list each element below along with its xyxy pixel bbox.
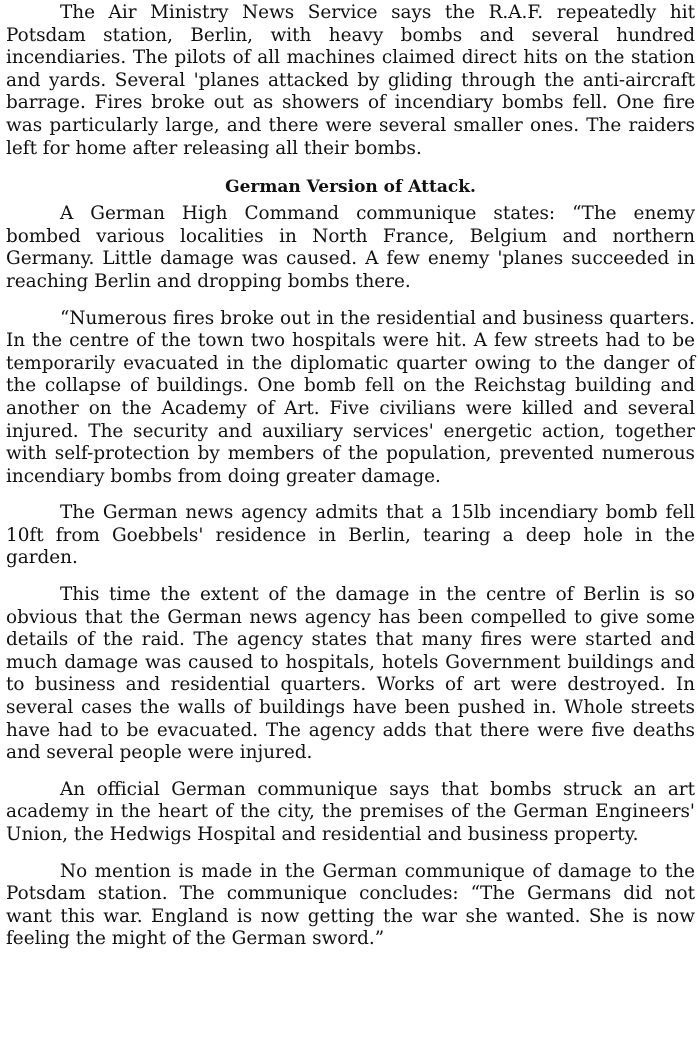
paragraph-news-agency: The German news agency admits that a 15lb incendiary bomb fell 10ft from Goebbels' residence in Berlin, tearing a deep hole in the garden. (6, 502, 695, 569)
section-heading: German Version of Attack. (225, 177, 476, 198)
paragraph-official-communique: An official German communique says that bombs struck an art academy in the heart of the city, the premises of the German Engineers' Union, the Hedwigs Hospital and residential and business property. (6, 778, 695, 845)
paragraph-damage-extent: This time the extent of the damage in the centre of Berlin is so obvious that the German news agency has been compelled to give some details of the raid. The agency states that many fires were started and much damage was caused to hospitals, hotels Government buildings and to business and residential quarters. Works of art were destroyed. In several cases the walls of buildings have been pushed in. Whole streets have had to be evacuated. The agency adds that there were five deaths and several people were injured. (6, 584, 695, 764)
paragraph-numerous-fires: “Numerous fires broke out in the residential and business quarters. In the centre of the town two hospitals were hit. A few streets had to be temporarily evacuated in the diplomatic quarter owing to the danger of the collapse of buildings. One bomb fell on the Reichstag building and another on the Academy of Art. Five civilians were killed and several injured. The security and auxiliary services' energetic action, together with self-protection by members of the population, prevented numerous incendiary bombs from doing greater damage. (6, 307, 695, 487)
paragraph-conclusion: No mention is made in the German communique of damage to the Potsdam station. The communique concludes: “The Germans did not want this war. England is now getting the war she wanted. She is now feeling the might of the German sword.” (6, 860, 695, 950)
article-page (6, 2, 695, 951)
paragraph-high-command: A German High Command communique states: “The enemy bombed various localities in North France, Belgium and northern Germany. Little damage was caused. A few enemy 'planes succeeded in reaching Berlin and dropping bombs there. (6, 203, 695, 292)
paragraph-raf-raid: The Air Ministry News Service says the R.A.F. repeatedly hit Potsdam station, Berlin, with heavy bombs and several hundred incendiaries. The pilots of all machines claimed direct hits on the station and yards. Several 'planes attacked by gliding through the anti-aircraft barrage. Fires broke out as showers of incendiary bombs fell. One fire was particularly large, and there were several smaller ones. The raiders left for home after releasing all their bombs. (6, 2, 695, 159)
